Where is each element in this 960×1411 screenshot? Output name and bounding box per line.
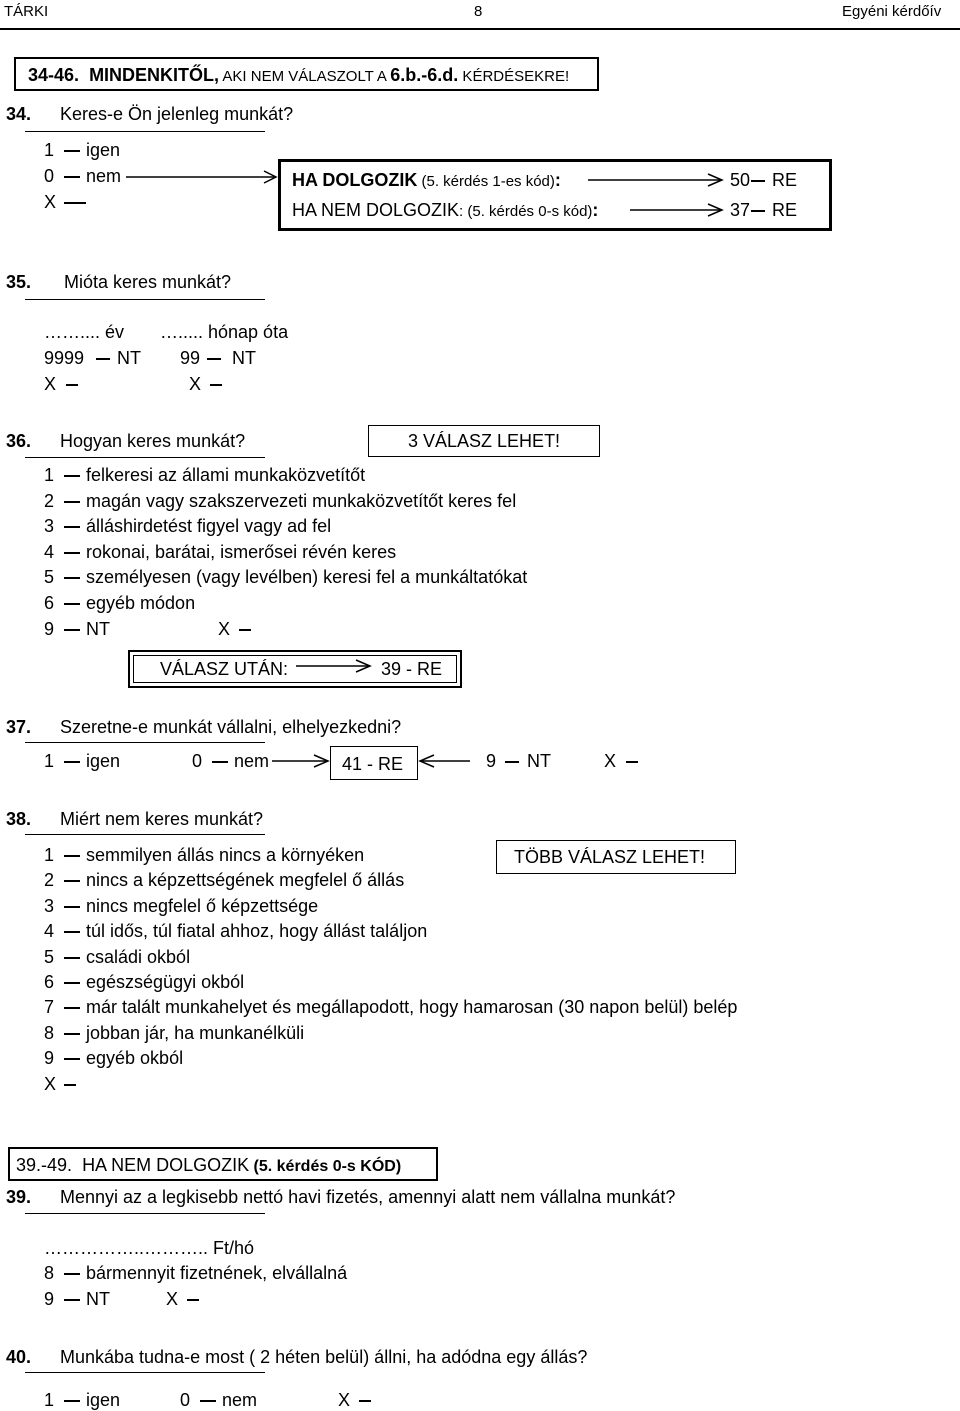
option-label: NT <box>117 348 141 368</box>
section2-range: 39.-49. <box>16 1155 73 1175</box>
option-label: magán vagy szakszervezeti munkaközvetítőt keres fel <box>86 490 517 511</box>
option-code: X <box>338 1390 351 1410</box>
option-code: 99 <box>180 348 201 368</box>
option-label: egyéb okból <box>86 1048 184 1069</box>
option-label: igen <box>86 751 121 771</box>
option-code: 3 <box>44 895 55 916</box>
q38-number: 38. <box>6 809 32 829</box>
dash <box>64 931 80 933</box>
option-code: X <box>189 374 202 394</box>
option-code: X <box>44 1073 57 1094</box>
option-label: semmilyen állás nincs a környéken <box>86 845 365 865</box>
q38-underline <box>25 834 265 835</box>
option-label: igen <box>86 1390 121 1410</box>
option-label: nincs megfelel ő képzettsége <box>86 895 319 916</box>
q34-question: Keres-e Ön jelenleg munkát? <box>60 104 294 124</box>
option-code: 7 <box>44 997 55 1018</box>
option-label: családi okból <box>86 946 191 967</box>
option-label: egyéb módon <box>86 593 196 613</box>
dash <box>64 1299 80 1301</box>
option-code: X <box>604 751 617 771</box>
q36-note: 3 VÁLASZ LEHET! <box>408 431 561 451</box>
route-2-label: HA NEM DOLGOZIK <box>292 200 460 220</box>
target-label: RE <box>772 170 798 190</box>
q37-number: 37. <box>6 717 32 737</box>
option-code: 3 <box>44 516 55 537</box>
option-label: NT <box>86 1289 110 1309</box>
option-code: 1 <box>44 751 55 771</box>
option-label: rokonai, barátai, ismerősei révén keres <box>86 541 397 562</box>
option-code: 1 <box>44 465 55 485</box>
option-code: X <box>166 1289 179 1309</box>
option-code: X <box>218 619 231 639</box>
dash <box>626 761 638 763</box>
section-lead: MINDENKITŐL, <box>89 65 220 85</box>
dash <box>64 1400 80 1402</box>
q35-year-field[interactable]: …….... év <box>44 322 125 342</box>
dash <box>64 1058 80 1060</box>
dash <box>505 761 519 763</box>
q36-after-label: VÁLASZ UTÁN: <box>160 659 289 679</box>
q40-number: 40. <box>6 1347 32 1367</box>
option-code: 2 <box>44 870 55 891</box>
dash <box>359 1400 371 1402</box>
option-label: felkeresi az állami munkaközvetítőt <box>86 465 366 485</box>
dash <box>200 1400 216 1402</box>
option-label: NT <box>86 618 110 639</box>
option-label: igen <box>86 140 121 160</box>
option-label: álláshirdetést figyel vagy ad fel <box>86 516 332 537</box>
option-label: túl idős, túl fiatal ahhoz, hogy állást találjon <box>86 921 428 942</box>
section-rest-b: KÉRDÉSEKRE! <box>458 68 570 85</box>
option-code: 0 <box>192 751 203 771</box>
option-code: 9 <box>44 1048 55 1069</box>
option-code: 9 <box>486 751 497 771</box>
option-code: 0 <box>180 1390 191 1410</box>
option-code: 0 <box>44 166 55 186</box>
option-code: 9999 <box>44 348 85 368</box>
option-code: X <box>44 374 57 394</box>
option-code: 6 <box>44 593 55 613</box>
option-label: egészségügyi okból <box>86 972 245 992</box>
option-code: 5 <box>44 946 55 967</box>
option-label: személyesen (vagy levélben) keresi fel a munkáltatókat <box>86 567 528 588</box>
q34-number: 34. <box>6 104 32 124</box>
section2-detail: (5. kérdés 0-s KÓD) <box>249 1158 402 1175</box>
option-code: 1 <box>44 140 55 160</box>
header-right: Egyéni kérdőív <box>842 3 942 20</box>
option-code: 8 <box>44 1022 55 1043</box>
q37-question: Szeretne-e munkát vállalni, elhelyezkedni? <box>60 717 402 737</box>
option-code: 1 <box>44 1390 55 1410</box>
option-code: 5 <box>44 567 55 588</box>
option-code: 9 <box>44 1289 55 1309</box>
option-label: jobban jár, ha munkanélküli <box>86 1022 305 1043</box>
q36-question: Hogyan keres munkát? <box>60 431 246 451</box>
option-label: NT <box>232 348 256 368</box>
option-label: nem <box>86 166 122 186</box>
option-code: 2 <box>44 490 55 511</box>
route-1-colon: : <box>554 170 561 190</box>
dash <box>64 855 80 857</box>
q40-underline <box>25 1372 265 1373</box>
option-label: nincs a képzettségének megfelel ő állás <box>86 870 405 891</box>
q38-question: Miért nem keres munkát? <box>60 809 264 829</box>
route-2-detail: : (5. kérdés 0-s kód) <box>459 203 593 220</box>
section-rest-a: AKI NEM VÁLASZOLT A <box>219 68 391 85</box>
route-2-colon: : <box>592 200 599 220</box>
page-number: 8 <box>474 3 483 20</box>
target-label: RE <box>772 200 798 220</box>
dash <box>64 1084 76 1086</box>
option-label: nem <box>234 751 270 771</box>
dash <box>64 957 80 959</box>
section-codes: 6.b.-6.d. <box>390 65 459 85</box>
option-label: már talált munkahelyet és megállapodott, hogy hamarosan (30 napon belül) belép <box>86 997 738 1018</box>
q39-number: 39. <box>6 1187 32 1207</box>
section2-label: HA NEM DOLGOZIK <box>82 1155 250 1175</box>
option-code: 1 <box>44 845 55 865</box>
target-code: 37 <box>730 200 751 220</box>
q36-number: 36. <box>6 431 32 451</box>
option-label: nem <box>222 1390 258 1410</box>
section-range: 34-46. <box>28 65 80 85</box>
q35-number: 35. <box>6 272 32 292</box>
section2-text <box>16 1155 401 1177</box>
q39-amount-field[interactable]: ……………..……….. Ft/hó <box>44 1238 255 1258</box>
option-label: NT <box>527 751 551 771</box>
option-code: 9 <box>44 618 55 639</box>
route-1-detail: (5. kérdés 1-es kód) <box>417 173 555 190</box>
option-code: 4 <box>44 541 55 562</box>
q38-note: TÖBB VÁLASZ LEHET! <box>514 847 706 867</box>
route-1-label: HA DOLGOZIK <box>292 170 418 190</box>
option-code: 6 <box>44 972 55 992</box>
option-code: X <box>44 192 57 212</box>
option-label: bármennyit fizetnének, elvállalná <box>86 1263 348 1283</box>
option-code: 4 <box>44 921 55 942</box>
q36-after-target: 39 - RE <box>381 659 443 679</box>
q35-month-field[interactable]: …..... hónap óta <box>160 322 289 342</box>
dash <box>64 982 80 984</box>
dash <box>64 1033 80 1035</box>
dash <box>187 1299 199 1301</box>
header-left: TÁRKI <box>4 3 49 20</box>
dash <box>64 880 80 882</box>
target-code: 50 <box>730 170 751 190</box>
q37-target: 41 - RE <box>342 754 404 774</box>
dash <box>64 1007 80 1009</box>
q40-question: Munkába tudna-e most ( 2 héten belül) állni, ha adódna egy állás? <box>60 1347 588 1367</box>
option-code: 8 <box>44 1263 55 1283</box>
dash <box>64 1273 80 1275</box>
dash <box>64 906 80 908</box>
q35-question: Mióta keres munkát? <box>64 272 232 292</box>
q39-question: Mennyi az a legkisebb nettó havi fizetés, amennyi alatt nem vállalna munkát? <box>60 1187 676 1207</box>
q39-underline <box>25 1213 265 1214</box>
